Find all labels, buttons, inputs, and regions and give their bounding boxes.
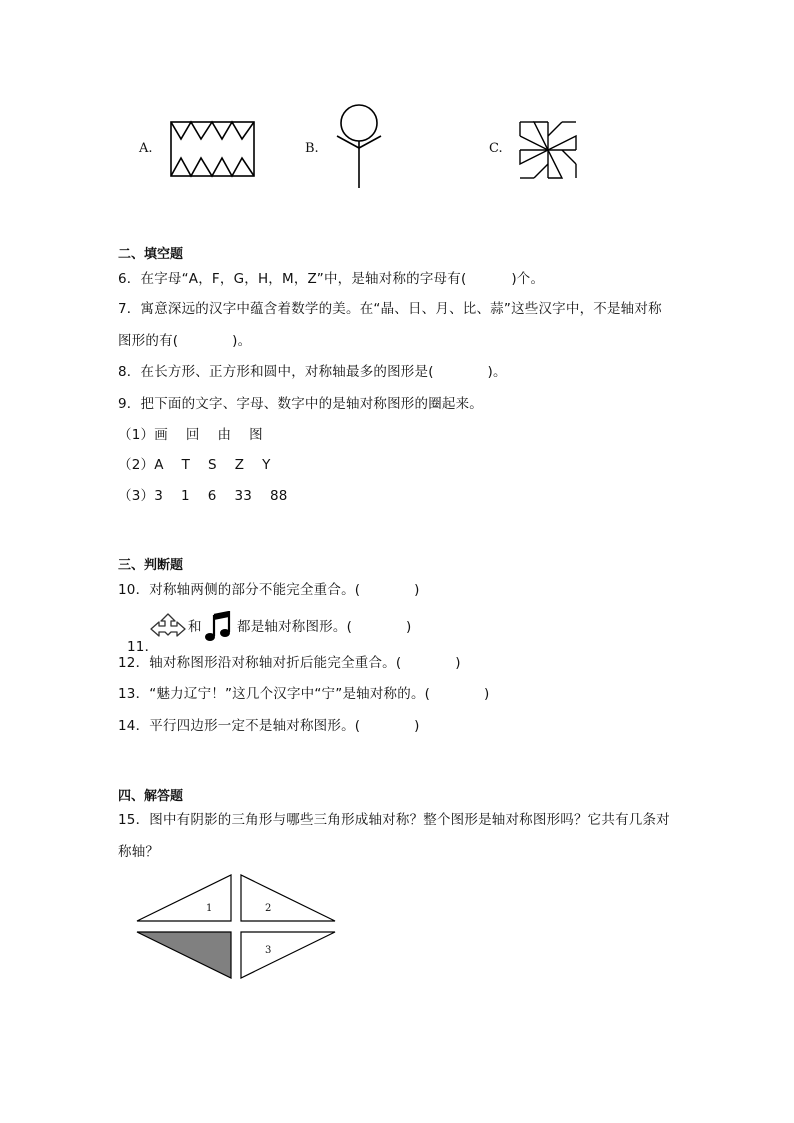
triangle-2-label: 2 bbox=[265, 903, 272, 914]
option-c-figure bbox=[518, 120, 578, 180]
section-4-title: 四、解答题 bbox=[118, 789, 184, 804]
question-7-line-2: 图形的有( )。 bbox=[118, 333, 252, 349]
section-2-title: 二、填空题 bbox=[118, 247, 184, 262]
question-9-part-1: （1）画 回 由 图 bbox=[118, 427, 263, 443]
question-10: 10．对称轴两侧的部分不能完全重合。( ) bbox=[118, 582, 420, 598]
question-12: 12．轴对称图形沿对称轴对折后能完全重合。( ) bbox=[118, 655, 461, 671]
question-6: 6．在字母“A，F，G，H，M，Z”中，是轴对称的字母有( )个。 bbox=[118, 271, 545, 287]
question-9: 9．把下面的文字、字母、数字中的是轴对称图形的圈起来。 bbox=[118, 396, 483, 412]
option-a-figure bbox=[170, 120, 256, 178]
question-9-part-2: （2）A T S Z Y bbox=[118, 457, 271, 473]
question-7-line-1: 7．寓意深远的汉字中蕴含着数学的美。在“晶、日、月、比、蒜”这些汉字中，不是轴对称 bbox=[118, 301, 662, 317]
question-11-and: 和 bbox=[188, 619, 202, 635]
triangle-1-label: 1 bbox=[206, 903, 213, 914]
question-14: 14．平行四边形一定不是轴对称图形。( ) bbox=[118, 718, 420, 734]
question-13: 13．“魅力辽宁！”这几个汉字中“宁”是轴对称的。( ) bbox=[118, 686, 490, 702]
option-c-label: C. bbox=[489, 141, 503, 156]
triangle-2 bbox=[241, 875, 335, 921]
option-b-figure bbox=[330, 102, 386, 190]
question-8: 8．在长方形、正方形和圆中，对称轴最多的图形是( )。 bbox=[118, 364, 507, 380]
triangle-1 bbox=[137, 875, 231, 921]
triangles-figure bbox=[134, 872, 340, 982]
triangle-3 bbox=[241, 932, 335, 978]
question-11-prefix: 11． bbox=[126, 639, 159, 655]
option-b-label: B. bbox=[305, 141, 319, 156]
triangle-shaded bbox=[137, 932, 231, 978]
question-9-part-3: （3）3 1 6 33 88 bbox=[118, 488, 288, 504]
triangle-3-label: 3 bbox=[265, 945, 272, 956]
question-11-suffix: 都是轴对称图形。( ) bbox=[237, 619, 412, 635]
section-3-title: 三、判断题 bbox=[118, 558, 184, 573]
option-a-label: A. bbox=[139, 141, 153, 156]
music-note-icon bbox=[203, 611, 233, 643]
question-15-line-2: 称轴？ bbox=[118, 844, 160, 860]
arrows-icon bbox=[149, 612, 187, 642]
question-15-line-1: 15．图中有阴影的三角形与哪些三角形成轴对称？整个图形是轴对称图形吗？它共有几条对 bbox=[118, 812, 670, 828]
